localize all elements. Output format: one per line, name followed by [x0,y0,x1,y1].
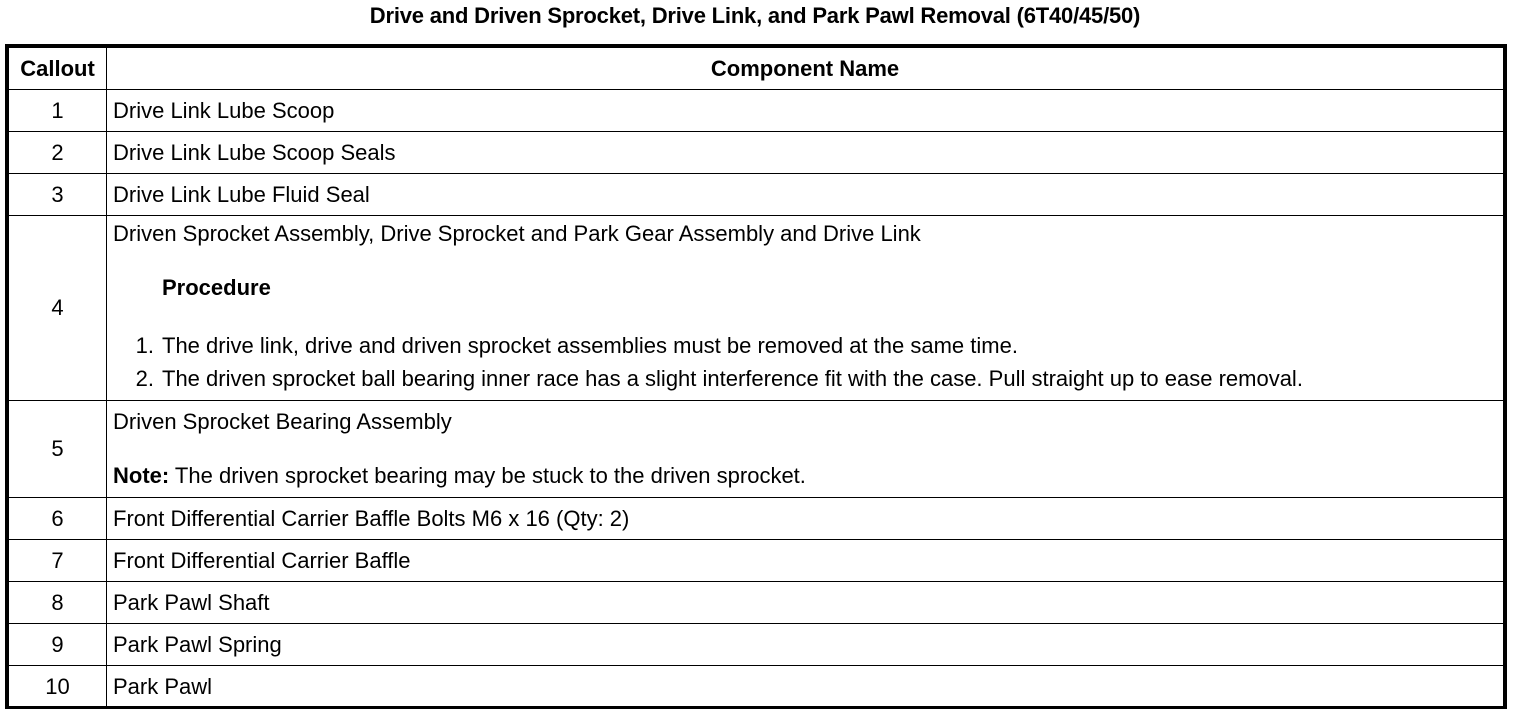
step-text: The drive link, drive and driven sprocket assemblies must be removed at the same time. [162,333,1018,358]
row-callout: 7 [9,540,107,582]
row-component-name: Front Differential Carrier Baffle Bolts M6 x 16 (Qty: 2) [107,498,1504,540]
row-callout: 10 [9,666,107,708]
header-component-name: Component Name [107,48,1504,90]
row-callout: 8 [9,582,107,624]
row-component-name: Park Pawl Shaft [107,582,1504,624]
row-callout: 4 [9,216,107,401]
procedure-steps [113,329,1503,395]
procedure-heading: Procedure [162,275,271,300]
table-row [9,666,1504,708]
procedure-step [113,362,1503,395]
procedure-step [113,329,1503,362]
row-callout: 1 [9,90,107,132]
document-title: Drive and Driven Sprocket, Drive Link, and Park Pawl Removal (6T40/45/50) [369,3,1141,28]
row-component-cell [107,401,1504,498]
row-component-name: Driven Sprocket Bearing Assembly [113,409,452,434]
table-row [9,90,1504,132]
table-row [9,540,1504,582]
table-row [9,624,1504,666]
components-table-container [5,44,1507,709]
row-callout: 9 [9,624,107,666]
step-number: 1. [135,333,154,358]
table-header-row [9,48,1504,90]
row-callout: 2 [9,132,107,174]
note-label: Note: [113,463,170,488]
note [113,463,1503,489]
header-callout: Callout [9,48,107,90]
row-component-cell [107,216,1504,401]
table-row [9,582,1504,624]
row-component-name: Front Differential Carrier Baffle [107,540,1504,582]
table-row [9,401,1504,498]
row-callout: 3 [9,174,107,216]
table-row [9,132,1504,174]
table-row [9,174,1504,216]
table-row [9,216,1504,401]
row-component-name: Park Pawl [107,666,1504,708]
row-component-name: Drive Link Lube Scoop [107,90,1504,132]
components-table [8,47,1504,708]
step-text: The driven sprocket ball bearing inner race has a slight interference fit with the case. Pull straight up to ease removal. [162,366,1303,391]
row-callout: 6 [9,498,107,540]
row-component-name: Driven Sprocket Assembly, Drive Sprocket and Park Gear Assembly and Drive Link [113,221,921,246]
step-number: 2. [135,366,154,391]
row-component-name: Drive Link Lube Scoop Seals [107,132,1504,174]
note-text: The driven sprocket bearing may be stuck to the driven sprocket. [169,463,806,488]
row-component-name: Park Pawl Spring [107,624,1504,666]
table-row [9,498,1504,540]
row-component-name: Drive Link Lube Fluid Seal [107,174,1504,216]
row-callout: 5 [9,401,107,498]
